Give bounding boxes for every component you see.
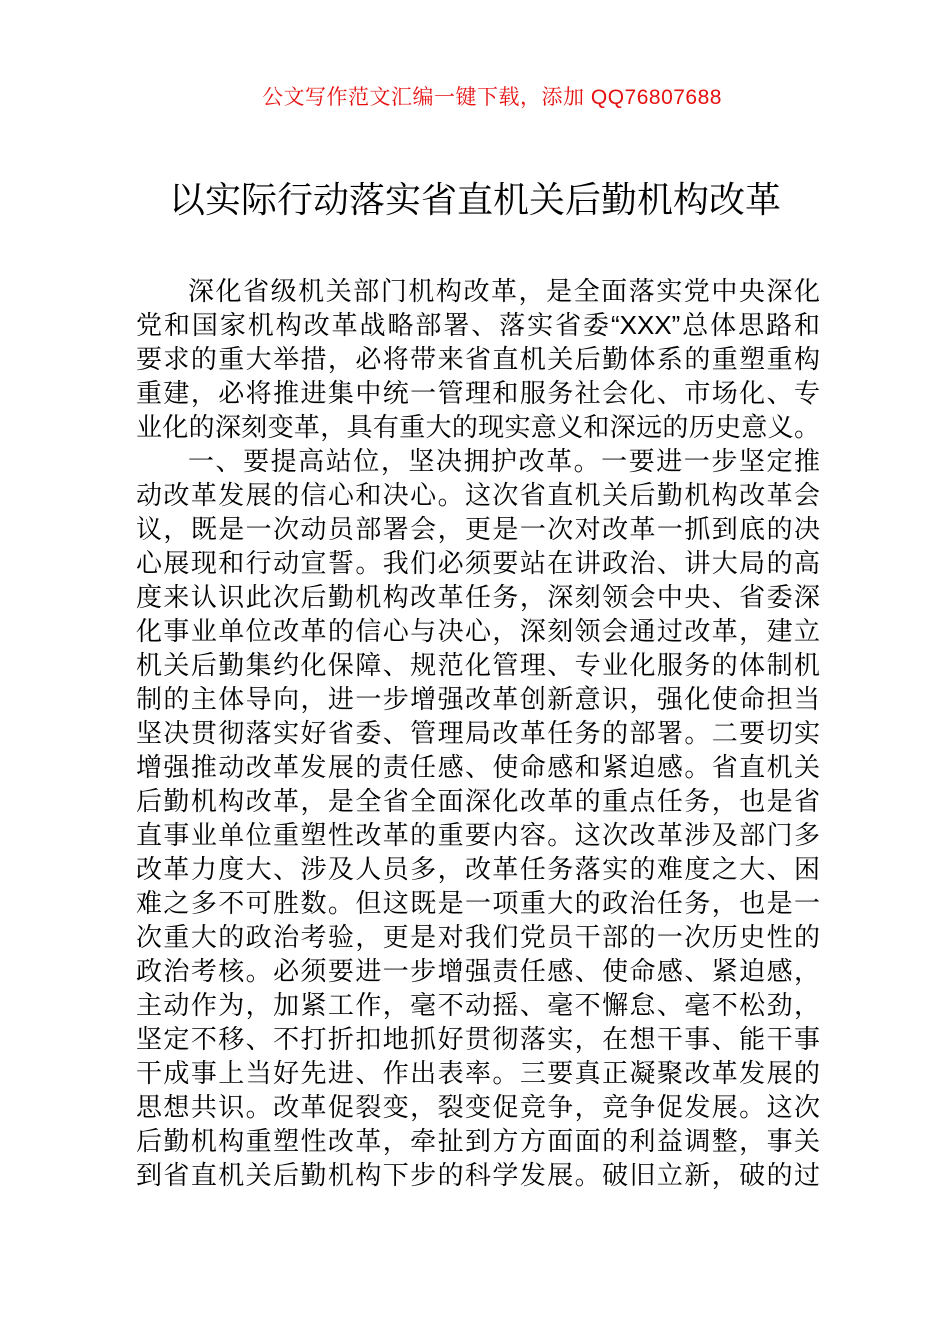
body-text-line: 业化的深刻变革，具有重大的现实意义和深远的历史意义。 <box>136 412 820 442</box>
body-text-line: 重建，必将推进集中统一管理和服务社会化、市场化、专 <box>136 378 820 408</box>
paragraph <box>136 274 820 444</box>
body-text-line: 坚定不移、不打折扣地抓好贯彻落实，在想干事、能干事 <box>136 1024 820 1054</box>
body-text-line: 到省直机关后勤机构下步的科学发展。破旧立新，破的过 <box>136 1160 820 1190</box>
body-text-line: 化事业单位改革的信心与决心，深刻领会通过改革，建立 <box>136 616 820 646</box>
body-text-line: 次重大的政治考验，更是对我们党员干部的一次历史性的 <box>136 922 820 952</box>
body-text-line: 主动作为，加紧工作，毫不动摇、毫不懈怠、毫不松劲， <box>136 990 820 1020</box>
document-title: 以实际行动落实省直机关后勤机构改革 <box>168 179 781 220</box>
body-text-line: 动改革发展的信心和决心。这次省直机关后勤机构改革会 <box>136 480 820 510</box>
document-body <box>136 274 820 1192</box>
body-text-line: 思想共识。改革促裂变，裂变促竞争，竞争促发展。这次 <box>136 1092 820 1122</box>
body-text-line: 坚决贯彻落实好省委、管理局改革任务的部署。二要切实 <box>136 718 820 748</box>
body-text-line: 要求的重大举措，必将带来省直机关后勤体系的重塑重构 <box>136 344 820 374</box>
paragraph <box>136 444 820 1192</box>
body-text-line: 干成事上当好先进、作出表率。三要真正凝聚改革发展的 <box>136 1058 820 1088</box>
body-text-line: 心展现和行动宣誓。我们必须要站在讲政治、讲大局的高 <box>136 548 820 578</box>
body-text-line: 增强推动改革发展的责任感、使命感和紧迫感。省直机关 <box>136 752 820 782</box>
body-text-line: 度来认识此次后勤机构改革任务，深刻领会中央、省委深 <box>136 582 820 612</box>
body-text-line: 一、要提高站位，坚决拥护改革。一要进一步坚定推 <box>188 446 820 476</box>
body-text-line: 难之多不可胜数。但这既是一项重大的政治任务，也是一 <box>136 888 820 918</box>
body-text-line: 深化省级机关部门机构改革，是全面落实党中央深化 <box>188 276 820 306</box>
body-text-line: 制的主体导向，进一步增强改革创新意识，强化使命担当 <box>136 684 820 714</box>
body-text-line: 后勤机构重塑性改革，牵扯到方方面面的利益调整，事关 <box>136 1126 820 1156</box>
body-text-line: 议，既是一次动员部署会，更是一次对改革一抓到底的决 <box>136 514 820 544</box>
body-text-line: 改革力度大、涉及人员多，改革任务落实的难度之大、困 <box>136 854 820 884</box>
body-text-line: 后勤机构改革，是全省全面深化改革的重点任务，也是省 <box>136 786 820 816</box>
body-text-line: 政治考核。必须要进一步增强责任感、使命感、紧迫感， <box>136 956 820 986</box>
header-notice: 公文写作范文汇编一键下载，添加 QQ76807688 <box>262 86 722 109</box>
body-text-line: 机关后勤集约化保障、规范化管理、专业化服务的体制机 <box>136 650 820 680</box>
body-text-line: 党和国家机构改革战略部署、落实省委“XXX”总体思路和 <box>136 310 820 340</box>
body-text-line: 直事业单位重塑性改革的重要内容。这次改革涉及部门多 <box>136 820 820 850</box>
